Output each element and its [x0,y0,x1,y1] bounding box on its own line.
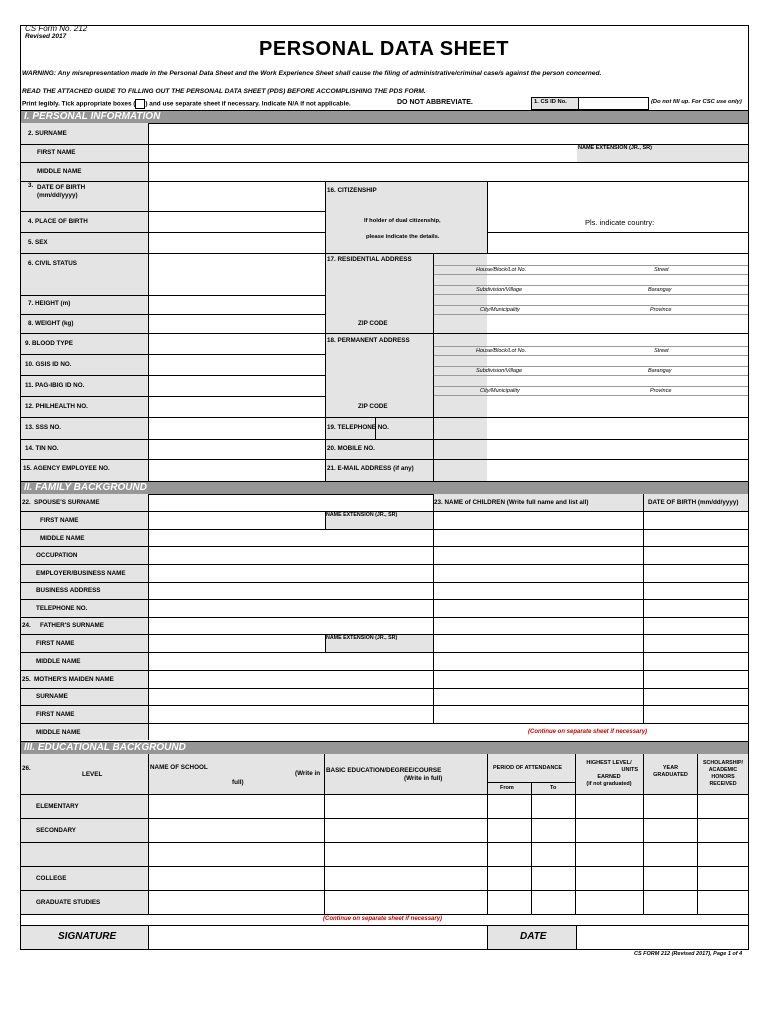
weight-field[interactable] [149,315,324,333]
period-to-header: To [550,785,557,791]
school-name-header: NAME OF SCHOOL [150,764,208,771]
perm-house-label: House/Block/Lot No. [476,348,527,354]
pagibig-field[interactable] [149,376,324,396]
date-field[interactable] [577,926,748,949]
agency-employee-field[interactable] [149,460,324,481]
agency-employee-label: 15. AGENCY EMPLOYEE NO. [23,465,110,472]
section-educational-background: III. EDUCATIONAL BACKGROUND [21,741,748,755]
education-continue-note: (Continue on separate sheet if necessary) [323,916,443,922]
citizenship-field[interactable] [488,182,748,232]
father-first-name-label: FIRST NAME [36,640,75,647]
pagibig-label: 11. PAG-IBIG ID NO. [25,382,85,389]
perm-province-label: Province [650,388,672,394]
permanent-address-field[interactable] [434,334,748,417]
perm-street-label: Street [654,348,669,354]
tick-box-sample [135,99,145,109]
surname-field[interactable] [149,123,748,144]
residential-address-label: 17. RESIDENTIAL ADDRESS [327,256,412,263]
weight-label: 8. WEIGHT (kg) [28,320,74,327]
pob-label: 4. PLACE OF BIRTH [28,218,88,225]
citizenship-label: 16. CITIZENSHIP [327,187,377,194]
name-extension-label: NAME EXTENSION (JR., SR) [578,145,652,151]
section-personal-information: I. PERSONAL INFORMATION [21,110,748,124]
year-graduated-header: YEAR GRADUATED [653,765,688,778]
period-header: PERIOD OF ATTENDANCE [493,765,563,771]
school-write-full: full) [232,779,244,786]
country-field[interactable] [488,233,748,253]
employer-label: EMPLOYER/BUSINESS NAME [36,570,126,577]
education-number: 26. [22,765,31,772]
business-address-label: BUSINESS ADDRESS [36,587,101,594]
blood-type-label: 9. BLOOD TYPE [25,340,73,347]
philhealth-label: 12. PHILHEALTH NO. [25,403,88,410]
permanent-zip-label: ZIP CODE [358,403,388,410]
res-subdivision-label: Subdivision/Village [476,287,523,293]
dob-field[interactable] [149,182,324,211]
gsis-field[interactable] [149,355,324,375]
spouse-surname-label: SPOUSE'S SURNAME [34,499,100,506]
mother-middle-name-label: MIDDLE NAME [36,729,81,736]
mother-first-name-label: FIRST NAME [36,711,75,718]
father-middle-name-label: MIDDLE NAME [36,658,81,665]
civil-status-field[interactable] [149,254,324,295]
highest-level-header: HIGHEST LEVEL/ UNITS EARNED (if not graduated) [586,760,638,787]
tin-label: 14. TIN NO. [25,445,59,452]
mobile-label: 20. MOBILE NO. [327,445,375,452]
res-province-label: Province [650,307,672,313]
sss-field[interactable] [149,418,324,439]
csc-use-note: (Do not fill up. For CSC use only) [651,99,742,105]
children-dob-label: DATE OF BIRTH (mm/dd/yyyy) [648,499,739,506]
residential-address-field[interactable] [434,254,748,333]
scholarship-header: SCHOLARSHIP/ ACADEMIC HONORS RECEIVED [702,760,744,787]
guide-instruction: READ THE ATTACHED GUIDE TO FILLING OUT THE PERSONAL DATA SHEET (PDS) BEFORE ACCOMPLISHING THE PDS FORM. [22,88,426,95]
email-field[interactable] [434,460,748,481]
cs-id-label: 1. CS ID No. [534,99,567,105]
residential-zip-label: ZIP CODE [358,320,388,327]
telephone-label: 19. TELEPHONE NO. [327,424,389,431]
education-level-header: LEVEL [82,771,103,778]
do-not-abbreviate: DO NOT ABBREVIATE. [397,99,473,106]
father-name-ext-label: NAME EXTENSION (JR., SR) [326,635,398,641]
level-elementary: ELEMENTARY [36,803,79,810]
sex-field[interactable] [149,233,324,253]
mother-number: 25. [22,676,31,683]
occupation-label: OCCUPATION [36,552,78,559]
mother-maiden-label: MOTHER'S MAIDEN NAME [34,676,114,683]
sex-label: 5. SEX [28,239,48,246]
signature-field[interactable] [149,926,487,949]
perm-subdivision-label: Subdivision/Village [476,368,523,374]
dual-citizenship-note: If holder of dual citizenship, [364,218,441,224]
level-college: COLLEGE [36,875,67,882]
sss-label: 13. SSS NO. [25,424,62,431]
telephone-field[interactable] [434,418,748,439]
middle-name-label: MIDDLE NAME [37,168,82,175]
permanent-address-label: 18. PERMANENT ADDRESS [327,337,410,344]
period-from-header: From [500,785,514,791]
father-surname-label: FATHER'S SURNAME [40,622,105,629]
course-write-in: (Write in full) [404,775,443,782]
date-label: DATE [520,931,547,942]
father-number: 24. [22,622,31,629]
spouse-middle-name-label: MIDDLE NAME [40,535,85,542]
dob-format: (mm/dd/yyyy) [37,192,78,199]
spouse-telephone-label: TELEPHONE NO. [36,605,88,612]
perm-barangay-label: Barangay [648,368,672,374]
height-label: 7. HEIGHT (m) [28,300,71,307]
family-continue-note: (Continue on separate sheet if necessary) [528,729,648,735]
level-graduate-studies: GRADUATE STUDIES [36,899,101,906]
revised-date: Revised 2017 [25,33,67,40]
level-secondary: SECONDARY [36,827,77,834]
pob-field[interactable] [149,212,324,232]
middle-name-field[interactable] [149,163,748,181]
res-street-label: Street [654,267,669,273]
first-name-field[interactable] [149,145,576,162]
form-number: CS Form No. 212 [25,24,88,33]
res-barangay-label: Barangay [648,287,672,293]
spouse-name-ext-label: NAME EXTENSION (JR., SR) [326,512,398,518]
section-family-background: II. FAMILY BACKGROUND [21,481,748,495]
page-footer: CS FORM 212 (Revised 2017), Page 1 of 4 [634,951,743,957]
page-title: PERSONAL DATA SHEET [259,38,509,60]
res-house-label: House/Block/Lot No. [476,267,527,273]
spouse-number: 22. [22,499,31,506]
email-label: 21. E-MAIL ADDRESS (if any) [327,465,414,472]
height-field[interactable] [149,296,324,314]
philhealth-field[interactable] [149,397,324,417]
spouse-first-name-label: FIRST NAME [40,517,79,524]
signature-label: SIGNATURE [58,931,117,942]
perm-city-label: City/Municipality [480,388,520,394]
warning-text: WARNING: Any misrepresentation made in the Personal Data Sheet and the Work Experience Sheet shall cause the filing of administrative/criminal case/s against the person concerned. [22,70,602,77]
surname-label: 2. SURNAME [28,130,67,137]
course-header: BASIC EDUCATION/DEGREE/COURSE [326,767,442,774]
mobile-field[interactable] [434,440,748,459]
dob-number: 3. [28,182,34,189]
civil-status-label: 6. CIVIL STATUS [28,260,77,267]
blood-type-field[interactable] [149,334,324,354]
mother-surname-label: SURNAME [36,693,68,700]
res-city-label: City/Municipality [480,307,520,313]
dual-citizenship-details: please indicate the details. [366,234,440,240]
children-label: 23. NAME of CHILDREN (Write full name and list all) [434,499,589,506]
tin-field[interactable] [149,440,324,459]
cs-id-field[interactable] [577,97,649,110]
indicate-country-label: Pls. indicate country: [585,218,655,227]
school-write-in: (Write in [295,770,321,777]
print-instruction: Print legibly. Tick appropriate boxes ( ) and use separate sheet if necessary. Indicate N/A if not applicable. [22,100,351,108]
dob-label: DATE OF BIRTH [37,184,86,191]
first-name-label: FIRST NAME [37,149,76,156]
gsis-label: 10. GSIS ID NO. [25,361,72,368]
